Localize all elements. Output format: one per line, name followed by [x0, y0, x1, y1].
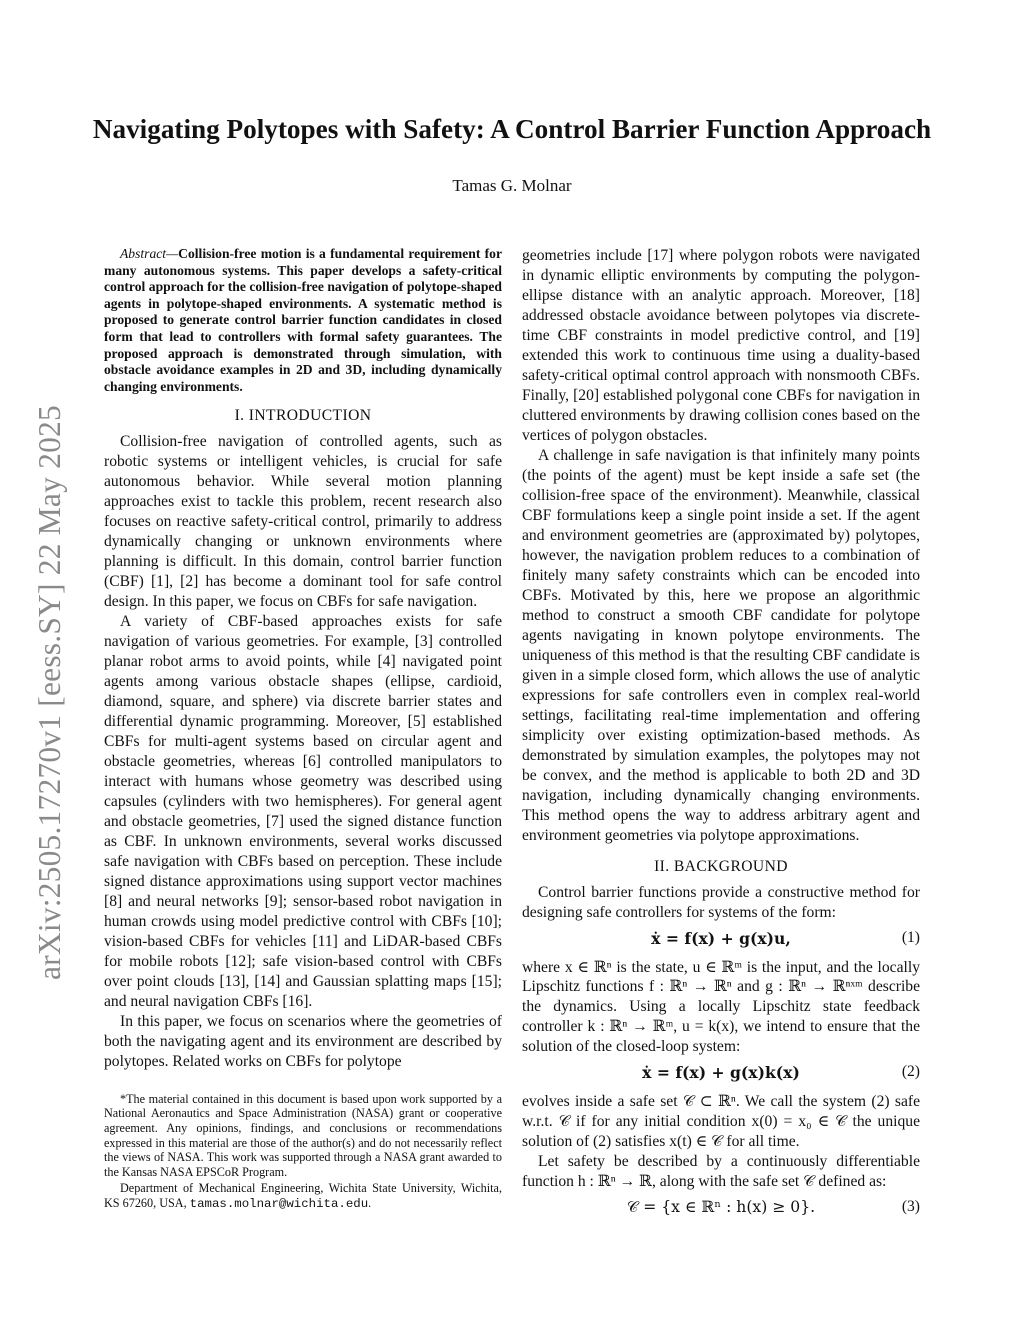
background-paragraph-4: Let safety be described by a continuously differentiable function h : ℝⁿ → ℝ, along with the safe set 𝒞 defined as:	[522, 1153, 920, 1191]
footnote-funding: *The material contained in this document is based upon work supported by a National Aeronautics and Space Administration (NASA) grant or cooperative agreement. Any opinions, findings, and conclusions or recommendations expressed in this material are those of the author(s) and do not necessarily reflect the views of NASA. This work was supported through a NASA grant awarded to the Kansas NASA EPSCoR Program.	[104, 1091, 502, 1179]
footnote	[104, 1092, 502, 1212]
equation-1-body: ẋ = f(x) + g(x)u,	[651, 928, 791, 948]
section-heading-introduction: I. INTRODUCTION	[234, 407, 372, 425]
equation-1-number: (1)	[901, 928, 920, 946]
intro-paragraph-2: A variety of CBF-based approaches exists for safe navigation of various geometries. For example, [3] controlled planar robot arms to avoid points, while [4] navigated point agents among various obstacle shapes (ellipse, cardioid, diamond, square, and sphere) via discrete barrier states and differential dynamic programming. Moreover, [5] established CBFs for multi-agent systems based on circular agent and obstacle geometries, whereas [6] controlled manipulators to interact with humans whose geometry was described using capsules (cylinders with two hemispheres). For general agent and obstacle geometries, [7] used the signed distance function as CBF. In unknown environments, several works discussed safe navigation with CBFs based on perception. These include signed distance approximations using support vector machines [8] and neural networks [9]; sensor-based robot navigation in human crowds using model predictive control with CBFs [10]; vision-based CBFs for vehicles [11] and LiDAR-based CBFs for mobile robots [12]; safe vision-based control with CBFs over point clouds [13], [14] and Gaussian splatting maps [15]; and neural navigation CBFs [16].	[104, 613, 502, 1010]
paper-title: Navigating Polytopes with Safety: A Control Barrier Function Approach	[92, 114, 932, 144]
equation-1	[522, 928, 920, 950]
equation-2-number: (2)	[901, 1063, 920, 1081]
footnote-affiliation-text: Department of Mechanical Engineering, Wichita State University, Wichita, KS 67260, USA,	[104, 1181, 502, 1210]
intro-paragraph-5: A challenge in safe navigation is that infinitely many points (the points of the agent) must be kept inside a safe set (the collision-free space of the environment). Meanwhile, classical CBF formulations keep a single point inside a set. If the agent and environment geometries are (approximated by) polytopes, however, the navigation problem reduces to a combination of finitely many safety constraints which can be encoded into CBFs. Motivated by this, here we propose an algorithmic method to construct a smooth CBF candidate for polytope agents navigating in known polytope environments. The uniqueness of this method is that the resulting CBF candidate is given in a simple closed form, which allows the use of analytic expressions for safe controllers even in complex real-world settings, facilitating real-time implementation and offering simplicity over existing optimization-based methods. As demonstrated by simulation examples, the polytopes may not be convex, and the method is applicable to both 2D and 3D navigation, including dynamically changing environments. This method opens the way to address arbitrary agent and environment geometries via polytope approximations.	[522, 446, 920, 844]
background-paragraph-2: where x ∈ ℝⁿ is the state, u ∈ ℝᵐ is the input, and the locally Lipschitz functions f : ℝⁿ → ℝⁿ and g : ℝⁿ → ℝⁿˣᵐ describe the dynamics. Using a locally Lipschitz state feedback controller k : ℝⁿ → ℝᵐ, u = k(x), we intend to ensure that the solution of the closed-loop system:	[522, 958, 920, 1056]
author-email-link[interactable]: tamas.molnar@wichita.edu	[189, 1197, 369, 1211]
intro-paragraph-3: In this paper, we focus on scenarios where the geometries of both the navigating agent and its environment are described by polytopes. Related works on CBFs for polytope	[104, 1012, 502, 1070]
author-name: Tamas G. Molnar	[452, 176, 572, 195]
intro-paragraph-1: Collision-free navigation of controlled agents, such as robotic systems or intelligent vehicles, is crucial for safe autonomous behavior. While several motion planning approaches exist to tackle this problem, recent research also focuses on reactive safety-critical control, primarily to address dynamically changing or unknown environments where planning is difficult. In this domain, control barrier function (CBF) [1], [2] has become a dominant tool for safe control design. In this paper, we focus on CBFs for safe navigation.	[104, 433, 502, 611]
equation-3-body: 𝒞 = {x ∈ ℝⁿ : h(x) ≥ 0}.	[626, 1198, 816, 1217]
section-heading-background: II. BACKGROUND	[654, 857, 788, 875]
right-column	[522, 246, 920, 1227]
background-paragraph-1: Control barrier functions provide a constructive method for designing safe controllers for systems of the form:	[522, 883, 920, 921]
abstract-text: Collision-free motion is a fundamental requirement for many autonomous systems. This paper develops a safety-critical control approach for the collision-free navigation of polytope-shaped agents in polytope-shaped environments. A systematic method is proposed to generate control barrier function candidates in closed form that lead to controllers with formal safety guarantees. The proposed approach is demonstrated through simulation, with obstacle avoidance examples in 2D and 3D, including dynamically changing environments.	[104, 246, 502, 394]
abstract	[104, 246, 502, 395]
arxiv-identifier-stamp[interactable]: arXiv:2505.17270v1 [eess.SY] 22 May 2025	[32, 405, 67, 980]
abstract-label: Abstract—	[120, 246, 179, 261]
equation-3-number: (3)	[901, 1198, 920, 1216]
equation-3	[522, 1197, 920, 1219]
background-paragraph-3: evolves inside a safe set 𝒞 ⊂ ℝⁿ. We call the system (2) safe w.r.t. 𝒞 if for any initial condition x(0) = x₀ ∈ 𝒞 the unique solution of (2) satisfies x(t) ∈ 𝒞 for all time.	[522, 1093, 920, 1151]
intro-paragraph-4: geometries include [17] where polygon robots were navigated in dynamic elliptic environments by computing the polygon-ellipse distance with an analytic approach. Moreover, [18] addressed obstacle avoidance between polytopes via discrete-time CBF constraints in model predictive control, and [19] extended this work to continuous time using a duality-based safety-critical optimal control approach with nonsmooth CBFs. Finally, [20] established polygonal cone CBFs for navigation in cluttered environments by drawing collision cones based on the vertices of polygon obstacles.	[522, 247, 920, 444]
equation-2-body: ẋ = f(x) + g(x)k(x)	[642, 1063, 800, 1083]
equation-2	[522, 1062, 920, 1084]
left-column	[104, 246, 502, 1212]
footnote-affiliation	[104, 1181, 502, 1211]
footnote-period: .	[368, 1196, 372, 1210]
